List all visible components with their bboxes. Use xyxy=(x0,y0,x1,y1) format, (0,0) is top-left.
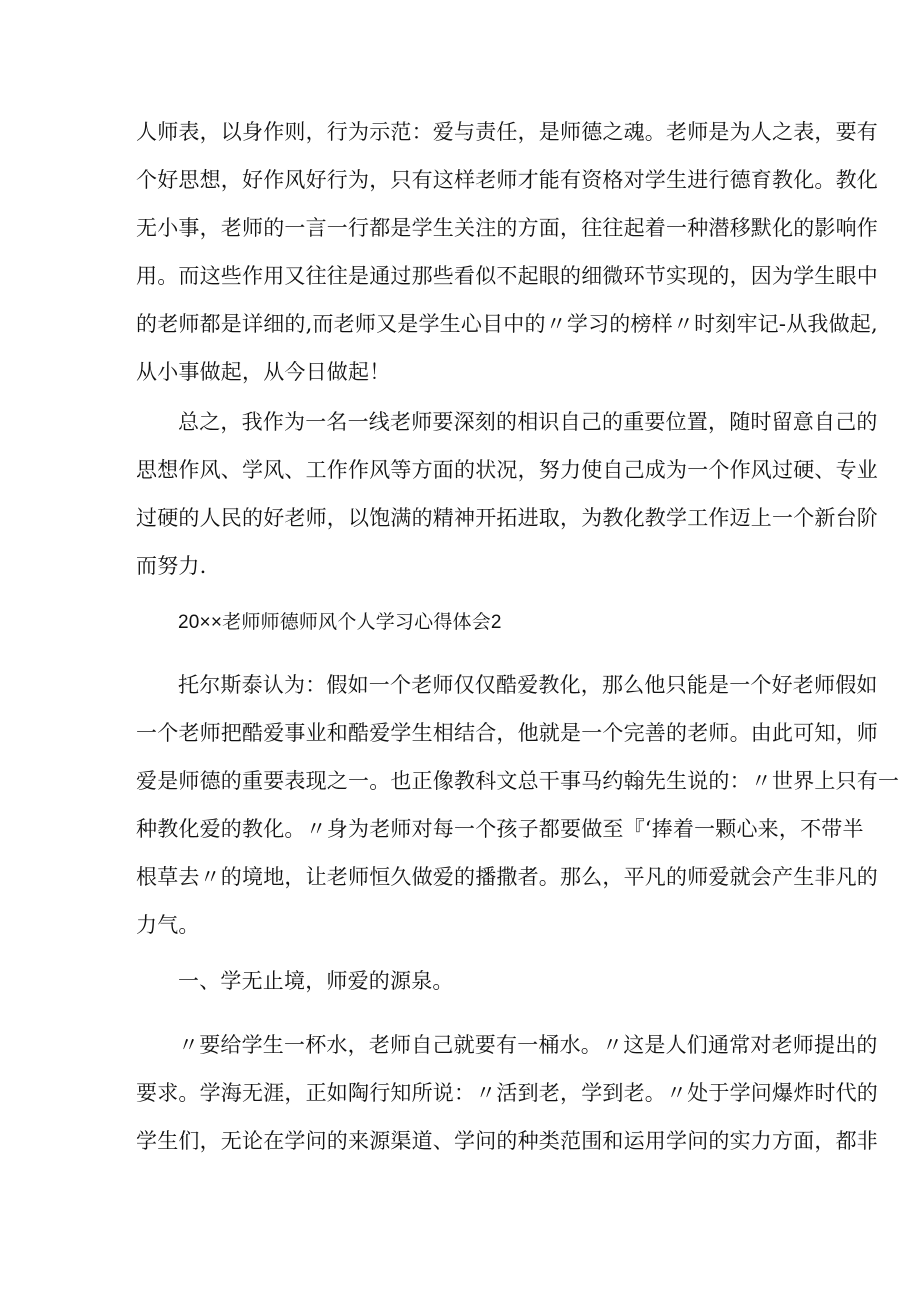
paragraph-4-line-3: 学生们，无论在学问的来源渠道、学问的种类范围和运用学问的实力方面，都非 xyxy=(136,1129,878,1153)
paragraph-3-line-4: 种教化爱的教化。〃身为老师对每一个孩子都要做至『‘捧着一颗心来，不带半 xyxy=(136,817,864,841)
paragraph-3-line-2: 一个老师把酷爱事业和酷爱学生相结合，他就是一个完善的老师。由此可知，师 xyxy=(136,721,878,745)
paragraph-4-line-1: 〃要给学生一杯水，老师自己就要有一桶水。〃这是人们通常对老师提出的 xyxy=(178,1033,878,1057)
paragraph-3-line-6: 力气。 xyxy=(136,913,200,937)
paragraph-1-line-5: 的老师都是详细的,而老师又是学生心目中的〃学习的榜样〃时刻牢记-从我做起, xyxy=(136,312,878,336)
paragraph-1-line-2: 个好思想，好作风好行为，只有这样老师才能有资格对学生进行德育教化。教化 xyxy=(136,168,878,192)
paragraph-1-line-4: 用。而这些作用又往往是通过那些看似不起眼的细微环节实现的，因为学生眼中 xyxy=(136,264,878,288)
section-heading: 20××老师师德师风个人学习心得体会2 xyxy=(178,612,502,633)
paragraph-1-line-6: 从小事做起，从今日做起！ xyxy=(136,360,391,384)
paragraph-1-line-3: 无小事，老师的一言一行都是学生关注的方面，往往起着一种潜移默化的影响作 xyxy=(136,216,878,240)
paragraph-2-line-4: 而努力. xyxy=(136,554,207,578)
paragraph-4-line-2: 要求。学海无涯，正如陶行知所说：〃活到老，学到老。〃处于学问爆炸时代的 xyxy=(136,1081,878,1105)
paragraph-3-line-3: 爱是师德的重要表现之一。也正像教科文总干事马约翰先生说的：〃世界上只有一 xyxy=(136,769,900,793)
paragraph-2-line-2: 思想作风、学风、工作作风等方面的状况，努力使自己成为一个作风过硬、专业 xyxy=(136,458,878,482)
paragraph-2-line-3: 过硬的人民的好老师，以饱满的精神开拓进取，为教化教学工作迈上一个新台阶 xyxy=(136,506,878,530)
paragraph-1-line-1: 人师表，以身作则，行为示范：爱与责任，是师德之魂。老师是为人之表，要有 xyxy=(136,120,878,144)
paragraph-3-line-5: 根草去〃的境地，让老师恒久做爱的播撒者。那么，平凡的师爱就会产生非凡的 xyxy=(136,865,878,889)
paragraph-2-line-1: 总之，我作为一名一线老师要深刻的相识自己的重要位置，随时留意自己的 xyxy=(178,410,878,434)
paragraph-3-line-1: 托尔斯泰认为：假如一个老师仅仅酷爱教化，那么他只能是一个好老师假如 xyxy=(178,673,878,697)
section-1-title: 一、学无止境，师爱的源泉。 xyxy=(178,969,454,993)
